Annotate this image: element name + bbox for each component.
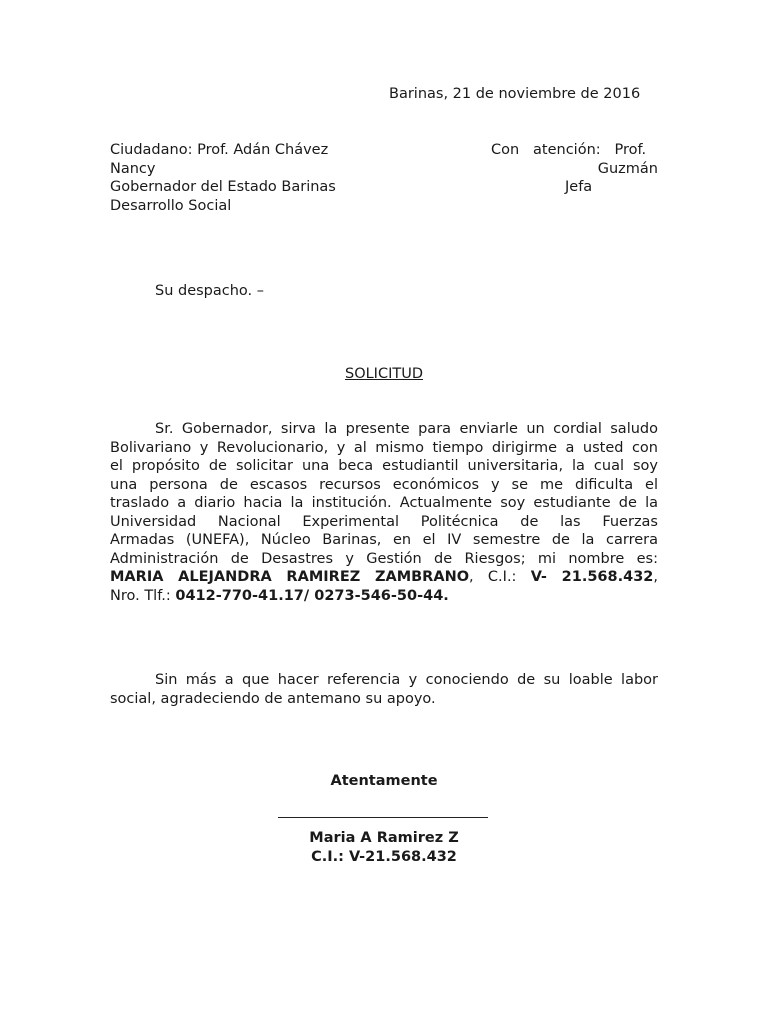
- phone-label: Nro. Tlf.:: [110, 587, 176, 604]
- paragraph-line: una persona de escasos recursos económicos y se me dificulta el: [110, 476, 658, 493]
- body-paragraph-1: [110, 420, 658, 605]
- document-title: SOLICITUD: [344, 366, 423, 382]
- paragraph-line: Armadas (UNEFA), Núcleo Barinas, en el IV semestre de la carrera: [110, 532, 658, 548]
- comma: ,: [653, 569, 658, 585]
- recipient-line: Nancy: [110, 160, 156, 177]
- recipient-line: Ciudadano: Prof. Adán Chávez: [110, 142, 329, 158]
- paragraph-line: Universidad Nacional Experimental Politécnica de las Fuerzas: [110, 513, 658, 530]
- ci-label: , C.I.:: [469, 569, 531, 585]
- closing-text: Atentamente: [330, 773, 438, 789]
- paragraph-line: Sin más a que hacer referencia y conociendo de su loable labor: [155, 672, 658, 688]
- recipient-line: Gobernador del Estado Barinas: [110, 179, 336, 195]
- paragraph-line: traslado a diario hacia la institución. Actualmente soy estudiante de la: [110, 495, 658, 511]
- body-paragraph-2: [110, 671, 658, 708]
- paragraph-line: el propósito de solicitar una beca estudiantil universitaria, la cual soy: [110, 458, 658, 474]
- recipient-left-block: [110, 141, 336, 215]
- recipient-right-block: [491, 141, 658, 197]
- signature-ci: C.I.: V-21.568.432: [311, 849, 457, 865]
- attention-line: Guzmán: [597, 160, 658, 177]
- paragraph-line: Sr. Gobernador, sirva la presente para enviarle un cordial saludo: [155, 421, 658, 437]
- paragraph-line: [110, 587, 658, 606]
- despacho-line: Su despacho. –: [155, 283, 265, 299]
- attention-line: Jefa: [565, 179, 593, 195]
- paragraph-line: Administración de Desastres y Gestión de Riesgos; mi nombre es:: [110, 550, 658, 567]
- paragraph-line: social, agradeciendo de antemano su apoyo.: [110, 690, 436, 707]
- paragraph-line: Bolivariano y Revolucionario, y al mismo tiempo dirigirme a usted con: [110, 439, 658, 456]
- attention-line: Con atención: Prof.: [491, 142, 647, 158]
- student-ci: V- 21.568.432: [530, 569, 654, 585]
- paragraph-line: [110, 568, 658, 587]
- phone-numbers: 0412-770-41.17/ 0273-546-50-44.: [175, 587, 449, 604]
- signature-line: [278, 817, 488, 818]
- letter-date: Barinas, 21 de noviembre de 2016: [389, 86, 641, 102]
- student-name: MARIA ALEJANDRA RAMIREZ ZAMBRANO: [110, 569, 470, 585]
- recipient-line: Desarrollo Social: [110, 197, 232, 214]
- signature-name: Maria A Ramirez Z: [309, 830, 459, 846]
